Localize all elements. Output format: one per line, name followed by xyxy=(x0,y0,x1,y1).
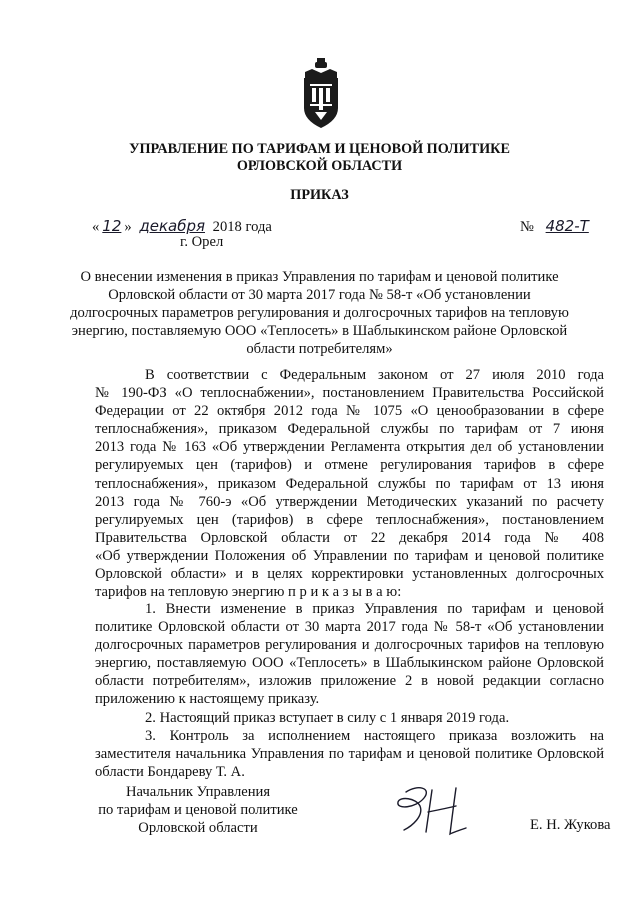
date-close-quote: » xyxy=(124,219,132,235)
item1-line: области потребителям», изложив приложение 2 в новой редакции согласно xyxy=(95,673,604,690)
date-day-handwritten: 12 xyxy=(102,217,122,235)
signer-title-line: Начальник Управления xyxy=(125,784,271,800)
item1-line: энергию, поставляемую ООО «Теплосеть» в Шаблыкинском районе Орловской xyxy=(95,655,604,672)
order-number-handwritten: 482-Т xyxy=(545,217,589,235)
order-item-3 xyxy=(95,727,604,781)
document-type-title: ПРИКАЗ xyxy=(290,187,349,203)
subject-line: О внесении изменения в приказ Управления по тарифам и ценовой политике xyxy=(80,269,559,285)
preamble-line: 2013 года № 760-э «Об утверждении Методических указаний по расчету xyxy=(95,493,604,510)
item1-line: 1. Внести изменение в приказ Управления по тарифам и ценовой xyxy=(145,601,604,617)
order-item-2: 2. Настоящий приказ вступает в силу с 1 января 2019 года. xyxy=(145,710,510,726)
handwritten-signature xyxy=(376,780,476,840)
preamble-line: 2013 года № 163 «Об утверждении Регламента открытия дел об установлении xyxy=(95,439,604,456)
coat-of-arms-emblem xyxy=(302,58,340,130)
subject-line: Орловской области от 30 марта 2017 года № 58-т «Об установлении xyxy=(108,287,531,303)
date-month-handwritten: декабря xyxy=(139,217,205,235)
org-name-line2: ОРЛОВСКОЙ ОБЛАСТИ xyxy=(236,158,403,174)
item3-line: области Бондареву Т. А. xyxy=(95,764,245,781)
item1-line: приложению к настоящему приказу. xyxy=(95,691,320,708)
preamble-line: Правительства Орловской области от 22 декабря 2014 года № 408 xyxy=(95,529,604,546)
preamble-line: теплоснабжения», приказом Федеральной службы по тарифам от 7 июня xyxy=(95,421,604,438)
item3-line: заместителя начальника Управления по тарифам и ценовой политике Орловской xyxy=(95,746,604,763)
preamble-line: № 190-ФЗ «О теплоснабжении», постановлением Правительства Российской xyxy=(95,385,604,402)
signer-name: Е. Н. Жукова xyxy=(530,817,611,833)
preamble-line: регулируемых цен (тарифов) в сфере теплоснабжения», постановлением xyxy=(95,511,604,528)
order-city: г. Орел xyxy=(180,234,224,250)
signer-title-line: по тарифам и ценовой политике xyxy=(98,802,298,818)
preamble-line: регулируемых цен (тарифов) и отмене регулирования тарифов в сфере xyxy=(95,457,604,474)
preamble-line: Орловской области» и в целях корректировки установленных долгосрочных xyxy=(95,566,604,583)
preamble-line: Федерации от 22 октября 2012 года № 1075 «О ценообразовании в сфере xyxy=(95,403,604,420)
item1-line: долгосрочных параметров регулирования и долгосрочных тарифов на тепловую xyxy=(95,637,604,654)
subject-line: области потребителям» xyxy=(246,341,393,357)
subject-line: долгосрочных параметров регулирования и долгосрочных тарифов на тепловую xyxy=(70,305,569,321)
org-name-line1: УПРАВЛЕНИЕ ПО ТАРИФАМ И ЦЕНОВОЙ ПОЛИТИКЕ xyxy=(129,141,510,157)
preamble-paragraph xyxy=(95,366,604,601)
preamble-line: теплоснабжения», приказом Федеральной службы по тарифам от 13 июня xyxy=(95,475,604,492)
item1-line: политике Орловской области от 30 марта 2017 года № 58-т «Об установлении xyxy=(95,619,604,636)
signer-title-line: Орловской области xyxy=(138,820,258,836)
order-number xyxy=(520,217,593,236)
item3-line: 3. Контроль за исполнением настоящего приказа возложить на xyxy=(145,728,604,744)
subject-line: энергию, поставляемую ООО «Теплосеть» в Шаблыкинском районе Орловской xyxy=(71,323,568,339)
date-open-quote: « xyxy=(92,219,100,235)
preamble-line: тарифов на тепловую энергию п р и к а з ы в а ю: xyxy=(95,584,402,601)
date-year: 2018 года xyxy=(212,219,272,235)
preamble-line: «Об утверждении Положения об Управлении по тарифам и ценовой политике xyxy=(95,547,604,564)
order-item-1 xyxy=(95,600,604,709)
order-number-prefix: № xyxy=(520,219,534,235)
order-subject xyxy=(0,268,639,358)
preamble-line: В соответствии с Федеральным законом от 27 июля 2010 года xyxy=(145,367,604,383)
signer-title xyxy=(88,783,308,837)
